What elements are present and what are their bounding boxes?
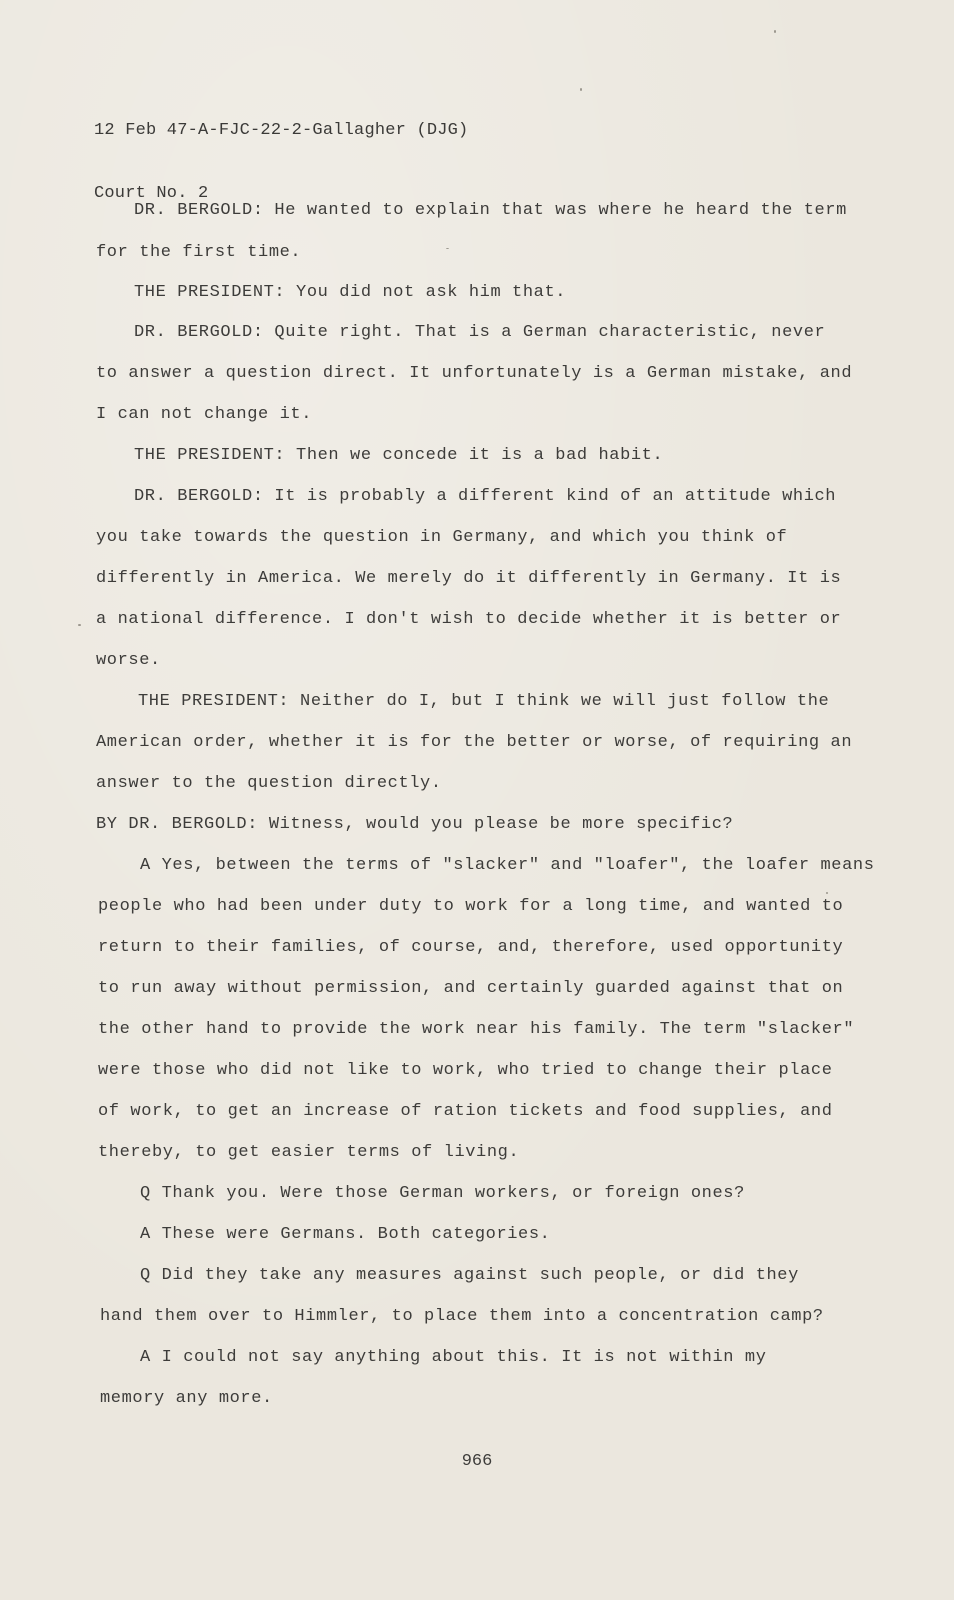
header-court: Court No. 2 — [94, 184, 209, 203]
transcript-line: DR. BERGOLD: It is probably a different kind of an attitude which — [134, 487, 837, 506]
transcript-line: A Yes, between the terms of "slacker" and "loafer", the loafer means — [140, 856, 875, 875]
paper-speck — [826, 892, 828, 894]
transcript-line: differently in America. We merely do it differently in Germany. It is — [96, 569, 842, 588]
page-number: 966 — [461, 1452, 493, 1471]
transcript-line: A I could not say anything about this. It is not within my — [140, 1348, 767, 1367]
transcript-line: Q Did they take any measures against such people, or did they — [140, 1266, 799, 1285]
transcript-line: for the first time. — [96, 243, 302, 262]
transcript-line: thereby, to get easier terms of living. — [98, 1143, 520, 1162]
paper-speck — [446, 248, 449, 249]
paper-speck — [774, 30, 776, 33]
paper-speck — [580, 88, 582, 91]
transcript-line: worse. — [96, 651, 161, 670]
transcript-line: THE PRESIDENT: Neither do I, but I think we will just follow the — [138, 692, 830, 711]
transcript-line: people who had been under duty to work for a long time, and wanted to — [98, 897, 844, 916]
transcript-line: BY DR. BERGOLD: Witness, would you please be more specific? — [96, 815, 734, 834]
paper-speck — [78, 624, 81, 626]
transcript-line: I can not change it. — [96, 405, 313, 424]
transcript-line: answer to the question directly. — [96, 774, 442, 793]
transcript-line: were those who did not like to work, who tried to change their place — [98, 1061, 833, 1080]
transcript-line: Q Thank you. Were those German workers, or foreign ones? — [140, 1184, 745, 1203]
header-reference: 12 Feb 47-A-FJC-22-2-Gallagher (DJG) — [94, 121, 469, 140]
transcript-line: the other hand to provide the work near his family. The term "slacker" — [98, 1020, 855, 1039]
transcript-line: American order, whether it is for the better or worse, of requiring an — [96, 733, 853, 752]
transcript-line: A These were Germans. Both categories. — [140, 1225, 551, 1244]
transcript-line: to answer a question direct. It unfortunately is a German mistake, and — [96, 364, 853, 383]
transcript-line: THE PRESIDENT: You did not ask him that. — [134, 283, 567, 302]
transcript-line: DR. BERGOLD: Quite right. That is a German characteristic, never — [134, 323, 826, 342]
transcript-line: a national difference. I don't wish to decide whether it is better or — [96, 610, 842, 629]
transcript-line: you take towards the question in Germany, and which you think of — [96, 528, 788, 547]
transcript-line: hand them over to Himmler, to place them into a concentration camp? — [100, 1307, 824, 1326]
transcript-line: to run away without permission, and certainly guarded against that on — [98, 979, 844, 998]
transcript-line: DR. BERGOLD: He wanted to explain that was where he heard the term — [134, 201, 847, 220]
transcript-line: memory any more. — [100, 1389, 273, 1408]
transcript-line: THE PRESIDENT: Then we concede it is a bad habit. — [134, 446, 664, 465]
transcript-line: return to their families, of course, and, therefore, used opportunity — [98, 938, 844, 957]
transcript-line: of work, to get an increase of ration tickets and food supplies, and — [98, 1102, 833, 1121]
